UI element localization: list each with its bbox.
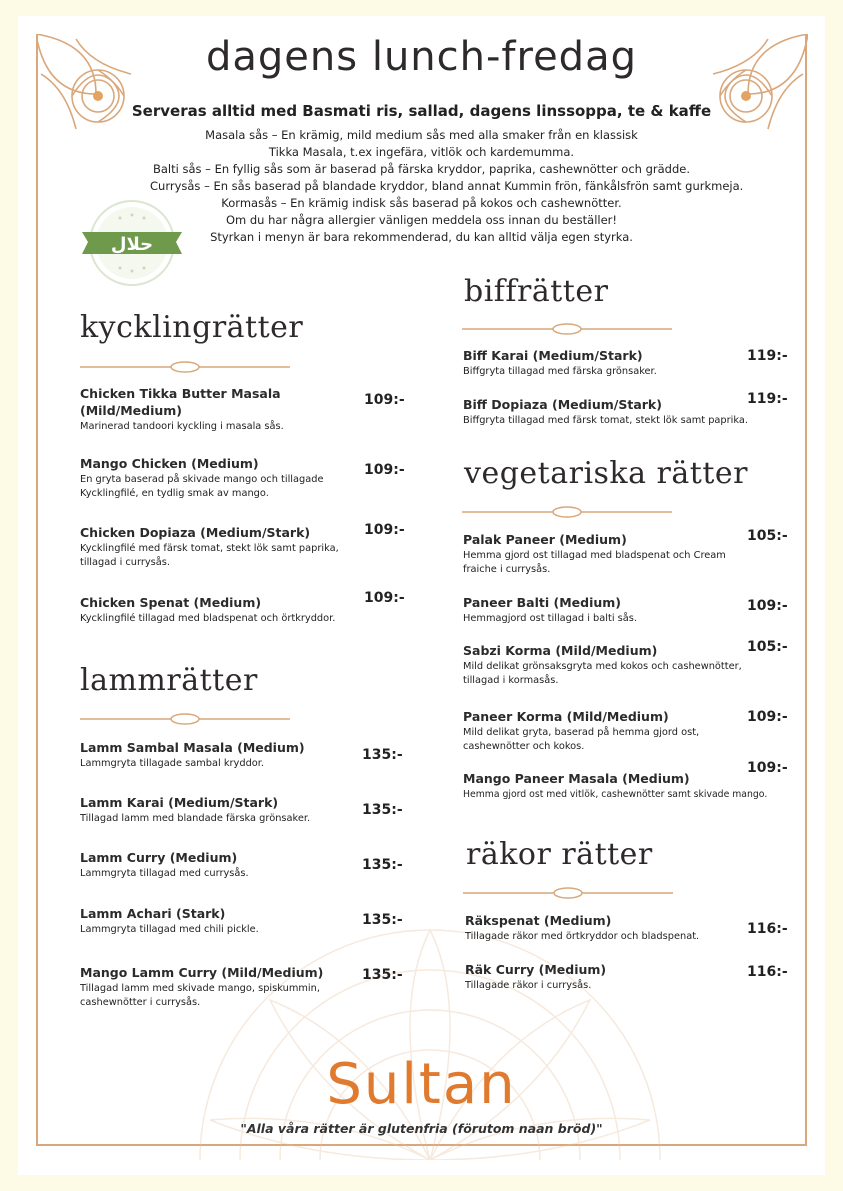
item-name: Chicken Dopiaza (Medium/Stark) [80,525,311,540]
item-price: 135:- [362,857,403,873]
item-name: Palak Paneer (Medium) [463,532,627,547]
item-price: 109:- [364,462,405,478]
menu-item [463,594,738,626]
item-name: Sabzi Korma (Mild/Medium) [463,643,658,658]
item-description: Tillagad lamm med blandade färska grönsaker. [80,813,311,824]
item-name: Biff Karai (Medium/Stark) [463,348,643,363]
menu-item [463,708,738,754]
halal-text: حلال [110,234,154,255]
footer-tagline: "Alla våra rätter är glutenfria (förutom naan bröd)" [240,1121,603,1136]
item-description: Lammgryta tillagade sambal kryddor. [80,758,265,769]
section-title-kyckling: kycklingrätter [80,310,304,345]
menu-item [80,739,355,771]
item-description: Biffgryta tillagad med färsk tomat, stekt lök samt paprika. [463,415,749,426]
item-name: Paneer Balti (Medium) [463,595,621,610]
ornament-divider-icon [463,886,673,900]
item-description: Marinerad tandoori kyckling i masala sås. [80,421,284,432]
menu-item [463,642,763,688]
item-description: Kycklingfilé tillagad med bladspenat och örtkryddor. [80,613,336,624]
item-description: Mild delikat grönsaksgryta med kokos och cashewnötter, tillagad i kormasås. [463,661,742,686]
menu-item [463,396,783,428]
intro-line: Tikka Masala, t.ex ingefära, vitlök och kardemumma. [268,145,575,159]
halal-badge-icon [80,198,184,288]
intro-line: Currysås – En sås baserad på blandade kryddor, bland annat Kummin frön, fänkålsfrön samt gurkmeja. [150,179,744,193]
ornament-divider-icon [80,360,290,374]
ornament-divider-icon [462,505,672,519]
item-name: Lamm Curry (Medium) [80,850,238,865]
ornament-divider-icon [80,712,290,726]
menu-item [465,912,740,944]
item-name: Lamm Sambal Masala (Medium) [80,740,305,755]
item-name: Mango Lamm Curry (Mild/Medium) [80,965,324,980]
intro-line: Styrkan i menyn är bara rekommenderad, du kan alltid välja egen styrka. [210,230,633,244]
item-name: Chicken Spenat (Medium) [80,595,262,610]
item-price: 109:- [747,598,788,614]
item-price: 116:- [747,964,788,980]
item-price: 109:- [364,522,405,538]
item-price: 109:- [364,392,405,408]
item-description: Biffgryta tillagad med färska grönsaker. [463,366,657,377]
item-price: 109:- [747,760,788,776]
menu-item [80,455,355,501]
menu-item [465,961,740,993]
item-description: Hemma gjord ost tillagad med bladspenat och Cream fraiche i currysås. [463,550,726,575]
item-description: Tillagade räkor med örtkryddor och bladspenat. [465,931,700,942]
item-description: Hemmagjord ost tillagad i balti sås. [463,613,638,624]
item-description: Kycklingfilé med färsk tomat, stekt lök samt paprika, tillagad i currysås. [80,543,339,568]
item-price: 135:- [362,912,403,928]
item-name: Paneer Korma (Mild/Medium) [463,709,669,724]
menu-item [80,849,355,881]
item-description: En gryta baserad på skivade mango och tillagade Kycklingfilé, en tydlig smak av mango. [80,474,324,499]
menu-item [80,964,355,1010]
item-price: 105:- [747,639,788,655]
item-description: Lammgryta tillagad med currysås. [80,868,249,879]
section-title-lamm: lammrätter [80,663,258,698]
brand-logo: Sultan [326,1052,517,1117]
menu-item [80,905,355,937]
section-title-veg: vegetariska rätter [464,456,748,491]
item-description: Mild delikat gryta, baserad på hemma gjord ost, cashewnötter och kokos. [463,727,700,752]
item-price: 116:- [747,921,788,937]
section-title-biff: biffrätter [464,274,609,309]
item-name: Räkspenat (Medium) [465,913,612,928]
item-price: 135:- [362,967,403,983]
item-description: Hemma gjord ost med vitlök, cashewnötter samt skivade mango. [463,789,768,800]
ornament-divider-icon [462,322,672,336]
item-name: Lamm Karai (Medium/Stark) [80,795,279,810]
item-name: Biff Dopiaza (Medium/Stark) [463,397,662,412]
menu-item [463,531,748,577]
item-name: Chicken Tikka Butter Masala (Mild/Medium) [80,386,281,418]
item-price: 109:- [747,709,788,725]
page-title: dagens lunch-fredag [206,34,637,80]
menu-item [80,385,355,434]
item-name: Lamm Achari (Stark) [80,906,226,921]
menu-item [80,794,355,826]
item-price: 119:- [747,348,788,364]
item-description: Tillagade räkor i currysås. [465,980,592,991]
menu-item [80,594,370,626]
intro-line: Kormasås – En krämig indisk sås baserad på kokos och cashewnötter. [221,196,622,210]
item-price: 109:- [364,590,405,606]
item-description: Tillagad lamm med skivade mango, spiskummin, cashewnötter i currysås. [80,983,320,1008]
item-price: 119:- [747,391,788,407]
item-name: Räk Curry (Medium) [465,962,607,977]
menu-item [463,347,738,379]
intro-text [150,127,744,246]
intro-line: Om du har några allergier vänligen meddela oss innan du beställer! [225,213,618,227]
item-price: 135:- [362,802,403,818]
page-subtitle: Serveras alltid med Basmati ris, sallad, dagens linssoppa, te & kaffe [131,102,712,120]
item-price: 105:- [747,528,788,544]
item-name: Mango Paneer Masala (Medium) [463,771,690,786]
section-title-rakor: räkor rätter [466,837,653,872]
intro-line: Balti sås – En fyllig sås som är baserad på färska kryddor, paprika, cashewnötter och grädde. [152,162,690,176]
intro-line: Masala sås – En krämig, mild medium sås med alla smaker från en klassisk [205,128,638,142]
item-name: Mango Chicken (Medium) [80,456,259,471]
menu-item [80,524,355,570]
item-description: Lammgryta tillagad med chili pickle. [80,924,259,935]
item-price: 135:- [362,747,403,763]
